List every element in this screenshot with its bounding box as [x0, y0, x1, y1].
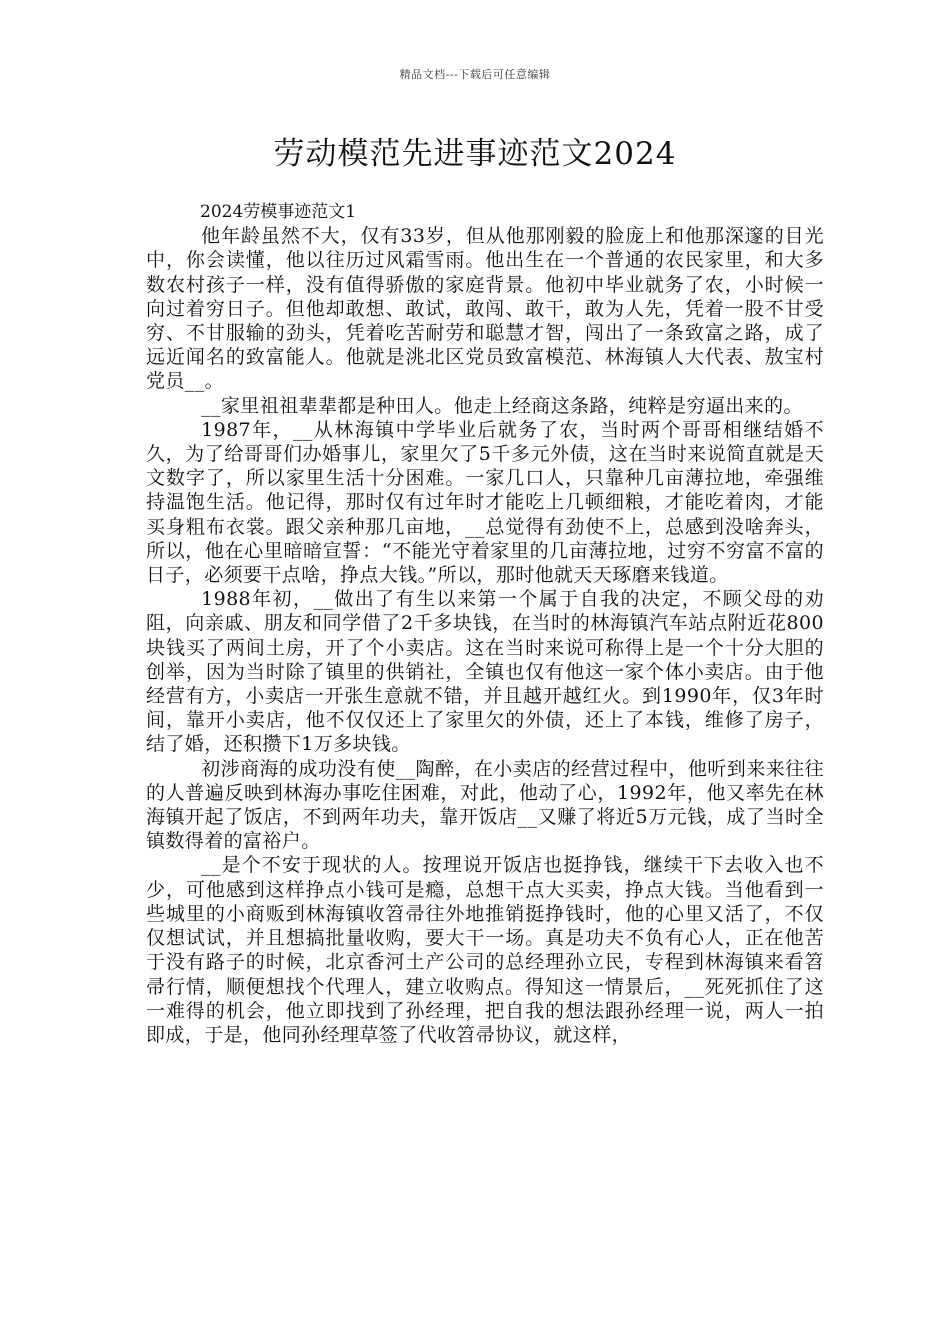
paragraph-3: 1987年，__从林海镇中学毕业后就务了农，当时两个哥哥相继结婚不久，为了给哥哥们办婚事儿，家里欠了5千多元外债，这在当时来说简直就是天文数字了，所以家里生活十分困难。一家几口人，只靠种几亩薄拉地，牵强维持温饱生活。他记得，那时仅有过年时才能吃上几顿细粮，才能吃着肉，才能买身粗布衣裳。跟父亲种那几亩地，__总觉得有劲使不上，总感到没啥奔头，所以，他在心里暗暗宣誓：“不能光守着家里的几亩薄拉地，过穷不穷富不富的日子，必须要干点啥，挣点大钱。”所以，那时他就天天琢磨来钱道。 [146, 418, 824, 587]
document-title: 劳动模范先进事迹范文2024 [273, 136, 677, 172]
document-body [146, 200, 824, 1047]
paragraph-2: __家里祖祖辈辈都是种田人。他走上经商这条路，纯粹是穷逼出来的。 [201, 394, 803, 417]
paragraph-6: __是个不安于现状的人。按理说开饭店也挺挣钱，继续干下去收入也不少，可他感到这样挣点小钱可是瘾，总想干点大买卖，挣点大钱。当他看到一些城里的小商贩到林海镇收笤帚往外地推销挺挣钱时，他的心里又活了，不仅仅想试试，并且想搞批量收购，要大干一场。真是功夫不负有心人，正在他苦于没有路子的时候，北京香河土产公司的总经理孙立民，专程到林海镇来看笤帚行情，顺便想找个代理人，建立收购点。得知这一情景后，__死死抓住了这一难得的机会，他立即找到了孙经理，把自我的想法跟孙经理一说，两人一拍即成，于是，他同孙经理草签了代收笤帚协议，就这样， [146, 854, 824, 1046]
paragraph-4: 1988年初，__做出了有生以来第一个属于自我的决定，不顾父母的劝阻，向亲戚、朋友和同学借了2千多块钱，在当时的林海镇汽车站点附近花800块钱买了两间土房，开了个小卖店。这在当时来说可称得上是一个十分大胆的创举，因为当时除了镇里的供销社，全镇也仅有他这一家个体小卖店。由于他经营有方，小卖店一开张生意就不错，并且越开越红火。到1990年，仅3年时间，靠开小卖店，他不仅仅还上了家里欠的外债，还上了本钱，维修了房子，结了婚，还积攒下1万多块钱。 [146, 588, 824, 756]
paragraph-1: 他年龄虽然不大，仅有33岁，但从他那刚毅的脸庞上和他那深邃的目光中，你会读懂，他以往历过风霜雪雨。他出生在一个普通的农民家里，和大多数农村孩子一样，没有值得骄傲的家庭背景。他初中毕业就务了农，小时候一向过着穷日子。但他却敢想、敢试，敢闯、敢干，敢为人先，凭着一股不甘受穷、不甘服输的劲头，凭着吃苦耐劳和聪慧才智，闯出了一条致富之路，成了远近闻名的致富能人。他就是洮北区党员致富模范、林海镇人大代表、敖宝村党员__。 [146, 225, 824, 393]
paragraph-5: 初涉商海的成功没有使__陶醉，在小卖店的经营过程中，他听到来来往往的人普遍反映到林海办事吃住困难，对此，他动了心，1992年，他又率先在林海镇开起了饭店，不到两年功夫，靠开饭店__又赚了将近5万元钱，成了当时全镇数得着的富裕户。 [146, 757, 824, 853]
section-subheading: 2024劳模事迹范文1 [200, 202, 357, 222]
header-note: 精品文档---下载后可任意编辑 [399, 68, 551, 81]
